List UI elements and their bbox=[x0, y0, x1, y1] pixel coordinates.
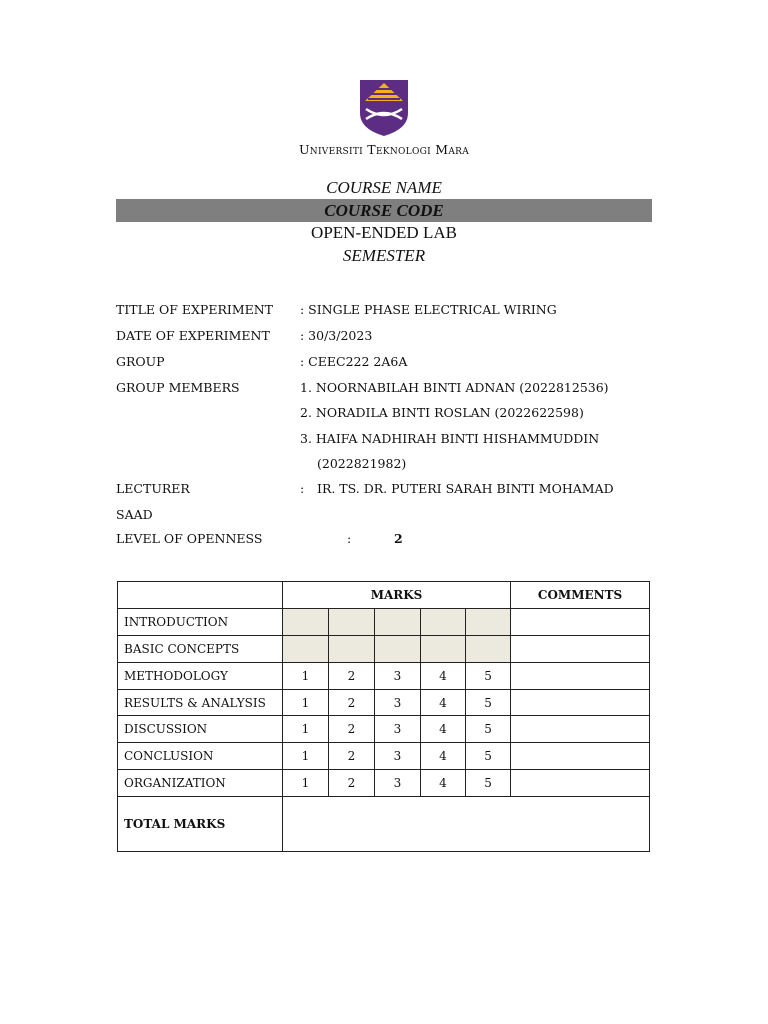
comments-header: COMMENTS bbox=[511, 582, 650, 609]
lecturer-value: IR. TS. DR. PUTERI SARAH BINTI MOHAMAD bbox=[317, 481, 614, 496]
mark-cell: 4 bbox=[421, 743, 466, 770]
comment-cell bbox=[511, 689, 650, 716]
mark-cell bbox=[466, 635, 511, 662]
mark-cell: 4 bbox=[421, 770, 466, 797]
criterion-label: BASIC CONCEPTS bbox=[118, 635, 283, 662]
mark-cell bbox=[329, 608, 375, 635]
mark-cell bbox=[283, 635, 329, 662]
mark-cell bbox=[329, 635, 375, 662]
university-logo bbox=[359, 79, 409, 137]
table-row bbox=[118, 743, 650, 770]
mark-cell: 3 bbox=[375, 716, 421, 743]
logo-stripe bbox=[368, 98, 400, 100]
lecturer-label: LECTURER bbox=[116, 481, 190, 496]
logo-stripe bbox=[368, 93, 400, 95]
mark-cell bbox=[421, 635, 466, 662]
course-code: COURSE CODE bbox=[324, 201, 444, 220]
mark-cell: 1 bbox=[283, 662, 329, 689]
course-code-bar bbox=[116, 199, 652, 222]
mark-cell: 5 bbox=[466, 743, 511, 770]
mark-cell: 3 bbox=[375, 770, 421, 797]
marks-table bbox=[117, 581, 650, 852]
mark-cell bbox=[421, 608, 466, 635]
comment-cell bbox=[511, 716, 650, 743]
table-row bbox=[118, 770, 650, 797]
table-row bbox=[118, 689, 650, 716]
mark-cell: 1 bbox=[283, 689, 329, 716]
mark-cell: 2 bbox=[329, 689, 375, 716]
mark-cell: 1 bbox=[283, 716, 329, 743]
table-header-row bbox=[118, 582, 650, 609]
table-row bbox=[118, 635, 650, 662]
criterion-label: CONCLUSION bbox=[118, 743, 283, 770]
mark-cell: 4 bbox=[421, 716, 466, 743]
openness-label: LEVEL OF OPENNESS bbox=[116, 531, 263, 546]
mark-cell: 5 bbox=[466, 662, 511, 689]
mark-cell bbox=[375, 608, 421, 635]
total-value-cell bbox=[283, 797, 650, 852]
members-label: GROUP MEMBERS bbox=[116, 380, 240, 395]
total-row bbox=[118, 797, 650, 852]
openness-colon: : bbox=[347, 531, 352, 546]
comment-cell bbox=[511, 608, 650, 635]
mark-cell: 4 bbox=[421, 689, 466, 716]
marks-header: MARKS bbox=[283, 582, 511, 609]
mark-cell bbox=[375, 635, 421, 662]
title-value: : SINGLE PHASE ELECTRICAL WIRING bbox=[300, 302, 557, 317]
mark-cell: 2 bbox=[329, 716, 375, 743]
mark-cell bbox=[283, 608, 329, 635]
mark-cell: 1 bbox=[283, 770, 329, 797]
mark-cell: 3 bbox=[375, 689, 421, 716]
comment-cell bbox=[511, 770, 650, 797]
mark-cell: 3 bbox=[375, 662, 421, 689]
criterion-label: INTRODUCTION bbox=[118, 608, 283, 635]
title-label: TITLE OF EXPERIMENT bbox=[116, 302, 274, 317]
member-3: 3. HAIFA NADHIRAH BINTI HISHAMMUDDIN bbox=[300, 431, 600, 446]
mark-cell: 3 bbox=[375, 743, 421, 770]
mark-cell: 4 bbox=[421, 662, 466, 689]
mark-cell: 1 bbox=[283, 743, 329, 770]
criterion-label: RESULTS & ANALYSIS bbox=[118, 689, 283, 716]
date-label: DATE OF EXPERIMENT bbox=[116, 328, 270, 343]
member-3-id: (2022821982) bbox=[317, 456, 407, 471]
total-label: TOTAL MARKS bbox=[118, 797, 283, 852]
openness-value: 2 bbox=[394, 531, 403, 546]
mark-cell: 2 bbox=[329, 770, 375, 797]
group-label: GROUP bbox=[116, 354, 165, 369]
lab-title: OPEN-ENDED LAB bbox=[311, 223, 457, 242]
group-value: : CEEC222 2A6A bbox=[300, 354, 408, 369]
mark-cell: 2 bbox=[329, 743, 375, 770]
header-blank-cell bbox=[118, 582, 283, 609]
mark-cell: 5 bbox=[466, 716, 511, 743]
logo-stripe bbox=[368, 88, 400, 90]
table-row bbox=[118, 662, 650, 689]
member-1: 1. NOORNABILAH BINTI ADNAN (2022812536) bbox=[300, 380, 609, 395]
mark-cell bbox=[466, 608, 511, 635]
table-row bbox=[118, 716, 650, 743]
criterion-label: METHODOLOGY bbox=[118, 662, 283, 689]
member-2: 2. NORADILA BINTI ROSLAN (2022622598) bbox=[300, 405, 584, 420]
semester: SEMESTER bbox=[342, 246, 426, 265]
course-name: COURSE NAME bbox=[326, 178, 442, 197]
comment-cell bbox=[511, 662, 650, 689]
comment-cell bbox=[511, 635, 650, 662]
date-value: : 30/3/2023 bbox=[300, 328, 373, 343]
mark-cell: 2 bbox=[329, 662, 375, 689]
university-name: Universiti Teknologi Mara bbox=[298, 142, 470, 157]
lecturer-value-cont: SAAD bbox=[116, 507, 153, 522]
criterion-label: DISCUSSION bbox=[118, 716, 283, 743]
comment-cell bbox=[511, 743, 650, 770]
mark-cell: 5 bbox=[466, 689, 511, 716]
lecturer-colon: : bbox=[300, 481, 305, 496]
mark-cell: 5 bbox=[466, 770, 511, 797]
criterion-label: ORGANIZATION bbox=[118, 770, 283, 797]
table-row bbox=[118, 608, 650, 635]
